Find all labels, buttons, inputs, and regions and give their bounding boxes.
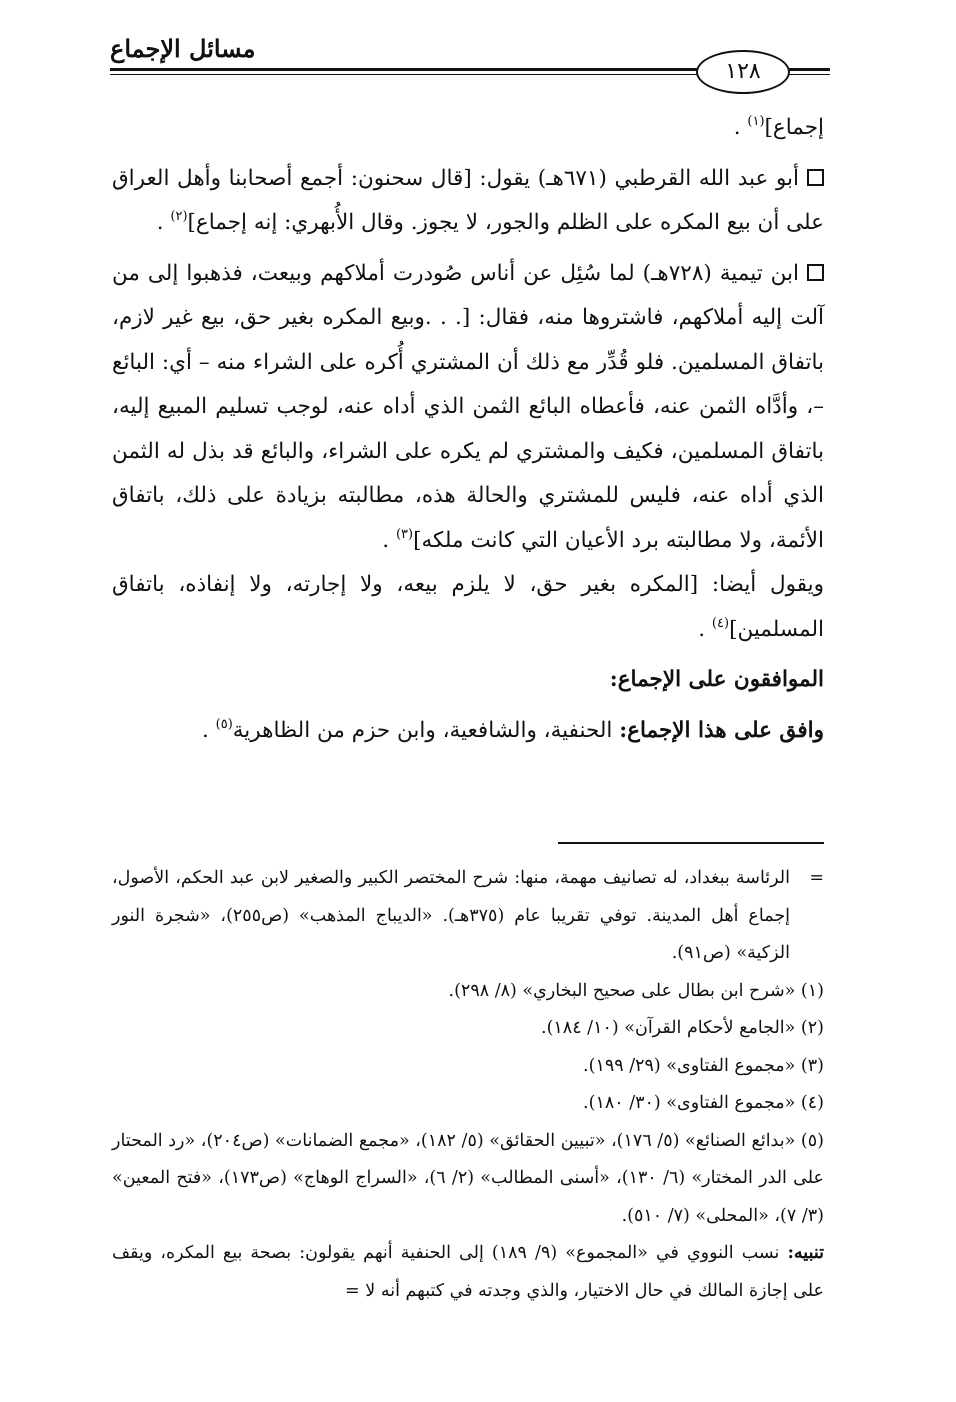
footnote-5: (٥) «بدائع الصنائع» (٥/ ١٧٦)، «تبيين الحقائق» (٥/ ١٨٢)، «مجمع الضمانات» (ص٢٠٤)، «رد المحتار على الدر المختار» (٦/ ١٣٠)، «أسنى المطالب» (٢/ ٦)، «السراج الوهاج» (ص١٧٣)، «فتح المعين» (٣/ ٧)، «المحلى» (٧/ ٥١٠).	[112, 1130, 824, 1226]
page-header	[110, 30, 830, 100]
footnote-ref[interactable]: (٣)	[395, 526, 414, 542]
paragraph-text: إجماع]	[764, 115, 824, 140]
checkbox-bullet-icon	[807, 169, 824, 186]
checkbox-bullet-icon	[807, 264, 824, 281]
footnote-ref[interactable]: (٤)	[711, 615, 730, 631]
footnote-ref[interactable]: (٥)	[215, 716, 233, 732]
paragraph-end: .	[201, 717, 216, 743]
page-number: ١٢٨	[696, 50, 790, 94]
paragraph-agreement	[112, 709, 824, 754]
main-text	[112, 106, 824, 759]
footnote-continuation	[112, 860, 824, 973]
footnote-ref[interactable]: (١)	[747, 114, 765, 129]
running-title: مسائل الإجماع	[110, 34, 256, 63]
paragraph-1	[112, 106, 824, 151]
footnote-3: (٣) «مجموع الفتاوى» (٢٩/ ١٩٩).	[583, 1055, 824, 1076]
agreement-label: وافق على هذا الإجماع:	[619, 717, 824, 743]
paragraph-end: .	[698, 616, 712, 642]
paragraph-text: ويقول أيضا: [المكره بغير حق، لا يلزم بيعه، ولا إجارته، ولا إنفاذه، باتفاق المسلمين]	[112, 572, 824, 642]
section-heading: الموافقون على الإجماع:	[609, 667, 824, 692]
footnote-note	[112, 1235, 824, 1310]
footnotes	[112, 860, 824, 1310]
paragraph-qurtubi	[112, 157, 824, 246]
note-text: نسب النووي في «المجموع» (٩/ ١٨٩) إلى الحنفية أنهم يقولون: بصحة بيع المكره، ويقف على إجازة المالك في حال الاختيار، والذي وجدته في كتبهم أنه لا =	[112, 1243, 824, 1301]
footnote-4: (٤) «مجموع الفتاوى» (٣٠/ ١٨٠).	[583, 1093, 824, 1113]
paragraph-text: الحنفية، والشافعية، وابن حزم من الظاهرية	[232, 717, 620, 743]
paragraph-ibn-taymiyya	[112, 252, 824, 564]
paragraph-end: .	[382, 527, 396, 553]
footnote-separator	[558, 842, 824, 844]
footnote-1: (١) «شرح ابن بطال على صحيح البخاري» (٨/ ٢٩٨).	[448, 980, 824, 1001]
paragraph-text: ابن تيمية (٧٢٨هـ) لما سُئِل عن أناس صُودرت أملاكهم وبيعت، فذهبوا إلى من آلت إليه أملاكهم، فاشتروها منه، فقال: [. . .وبيع المكره بغير حق، بيع غير لازم، باتفاق المسلمين. فلو قُدِّر مع ذلك أن المشتري أُكره على الشراء منه – أي: البائع –، وأدَّاه الثمن عنه، فأعطاه البائع الثمن الذي أداه عنه، لوجب تسليم المبيع إليه، باتفاق المسلمين، فكيف والمشتري لم يكره على الشراء، والبائع قد بذل له الثمن الذي أداه عنه، فليس للمشتري والحالة هذه، مطالبته بزيادة على ذلك، باتفاق الأئمة، ولا مطالبته برد الأعيان التي كانت ملكه]	[112, 260, 824, 553]
note-label: تنبيه:	[787, 1243, 825, 1263]
footnote-ref[interactable]: (٢)	[170, 209, 188, 224]
footnote-2: (٢) «الجامع لأحكام القرآن» (١٠/ ١٨٤).	[541, 1018, 824, 1038]
continuation-mark: =	[809, 868, 824, 888]
paragraph-end: .	[733, 115, 748, 140]
paragraph-end: .	[156, 210, 171, 235]
paragraph-also-says	[112, 563, 824, 652]
paragraph-text: أبو عبد الله القرطبي (٦٧١هـ) يقول: [قال سحنون: أجمع أصحابنا وأهل العراق على أن بيع المكره على الظلم والجور، لا يجوز. وقال الأُبهري: إنه إجماع]	[112, 165, 824, 235]
footnote-text: الرئاسة ببغداد، له تصانيف مهمة، منها: شرح المختصر الكبير والصغير لابن عبد الحكم، الأصول، إجماع أهل المدينة. توفي تقريبا عام (٣٧٥هـ). «الديباج المذهب» (ص٢٥٥)، «شجرة النور الزكية» (ص٩١).	[112, 868, 790, 963]
